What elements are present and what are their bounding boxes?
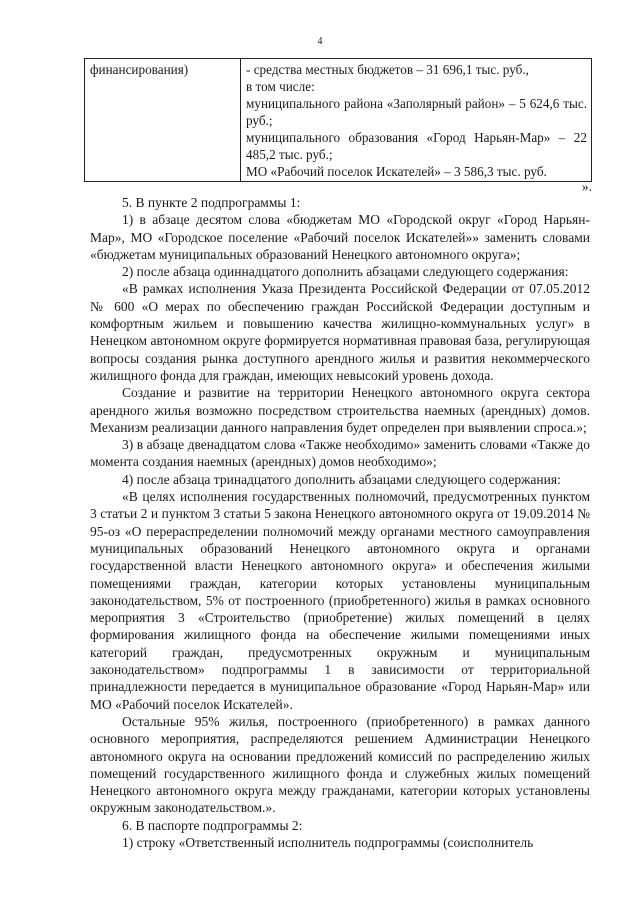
table-line: муниципального района «Заполярный район» – 5 624,6 тыс. руб.; <box>246 96 587 128</box>
paragraph: «В рамках исполнения Указа Президента Российской Федерации от 07.05.2012 № 600 «О мерах по обеспечению граждан Российской Федерации доступным и комфортным жильем и повышению качества жилищно-коммунальных услуг» в Ненецком автономном округе формируется нормативная правовая база, регулирующая вопросы создания рынка доступного арендного жилья и развития некоммерческого жилищного фонда для граждан, имеющих невысокий уровень дохода. <box>90 281 590 383</box>
table-line: в том числе: <box>246 79 315 94</box>
financing-table <box>84 58 592 182</box>
paragraph: 1) строку «Ответственный исполнитель подпрограммы (соисполнитель <box>122 834 534 850</box>
table-line: МО «Рабочий поселок Искателей» – 3 586,3 тыс. руб. <box>246 164 547 179</box>
paragraph: 6. В паспорте подпрограммы 2: <box>122 817 303 833</box>
paragraph: 3) в абзаце двенадцатом слова «Также необходимо» заменить словами «Также до момента создания наемных (арендных) домов необходимо»; <box>90 437 590 470</box>
paragraph: Остальные 95% жилья, построенного (приобретенного) в рамках данного основного мероприятия, распределяются решением Администрации Ненецкого автономного округа на основании предложений комиссий по распределению жилых помещений государственного жилищного фонда и служебных жилых помещений Ненецкого автономного округа между гражданами, категории которых установлены окружным законодательством.». <box>90 713 590 816</box>
document-body <box>90 194 590 851</box>
table-row <box>85 59 592 182</box>
paragraph: 1) в абзаце десятом слова «бюджетам МО «Городской округ «Город Нарьян-Мар», МО «Городское поселение «Рабочий поселок Искателей»» заменить словами «бюджетам муниципальных образований Ненецкого автономного округа»; <box>90 212 590 262</box>
paragraph: Создание и развитие на территории Ненецкого автономного округа сектора арендного жилья возможно посредством строительства наемных (арендных) домов. Механизм реализации данного направления будет определен при выявлении спроса.»; <box>90 385 590 435</box>
table-line: - средства местных бюджетов – 31 696,1 тыс. руб., <box>246 62 529 77</box>
paragraph: 2) после абзаца одиннадцатого дополнить абзацами следующего содержания: <box>122 264 569 280</box>
paragraph: 5. В пункте 2 подпрограммы 1: <box>122 195 301 210</box>
quote-end-mark: ». <box>581 179 592 194</box>
paragraph: «В целях исполнения государственных полномочий, предусмотренных пунктом 3 статьи 2 и пунктом 3 статьи 5 закона Ненецкого автономного округа от 19.09.2014 № 95-оз «О перераспределении полномочий между органами местного самоуправления муниципальных образований Ненецкого автономного округа и органами государственной власти Ненецкого автономного округа» и обеспечения жилыми помещениями граждан, категории которых установлены муниципальным законодательством, 5% от построенного (приобретенного) жилья в рамках основного мероприятия 3 «Строительство (приобретение) жилых помещений в целях формирования жилищного фонда на обеспечение жилыми помещениями иных категорий граждан, предусмотренных окружным и муниципальным законодательством» подпрограммы 1 в зависимости от территориальной принадлежности передается в муниципальное образование «Город Нарьян-Мар» или МО «Рабочий поселок Искателей». <box>90 489 590 712</box>
paragraph: 4) после абзаца тринадцатого дополнить абзацами следующего содержания: <box>122 471 561 487</box>
page-number: 4 <box>317 36 323 47</box>
table-cell-label: финансирования) <box>85 59 241 182</box>
table-cell-content <box>241 59 592 182</box>
table-line: муниципального образования «Город Нарьян-Мар» – 22 485,2 тыс. руб.; <box>246 130 587 162</box>
